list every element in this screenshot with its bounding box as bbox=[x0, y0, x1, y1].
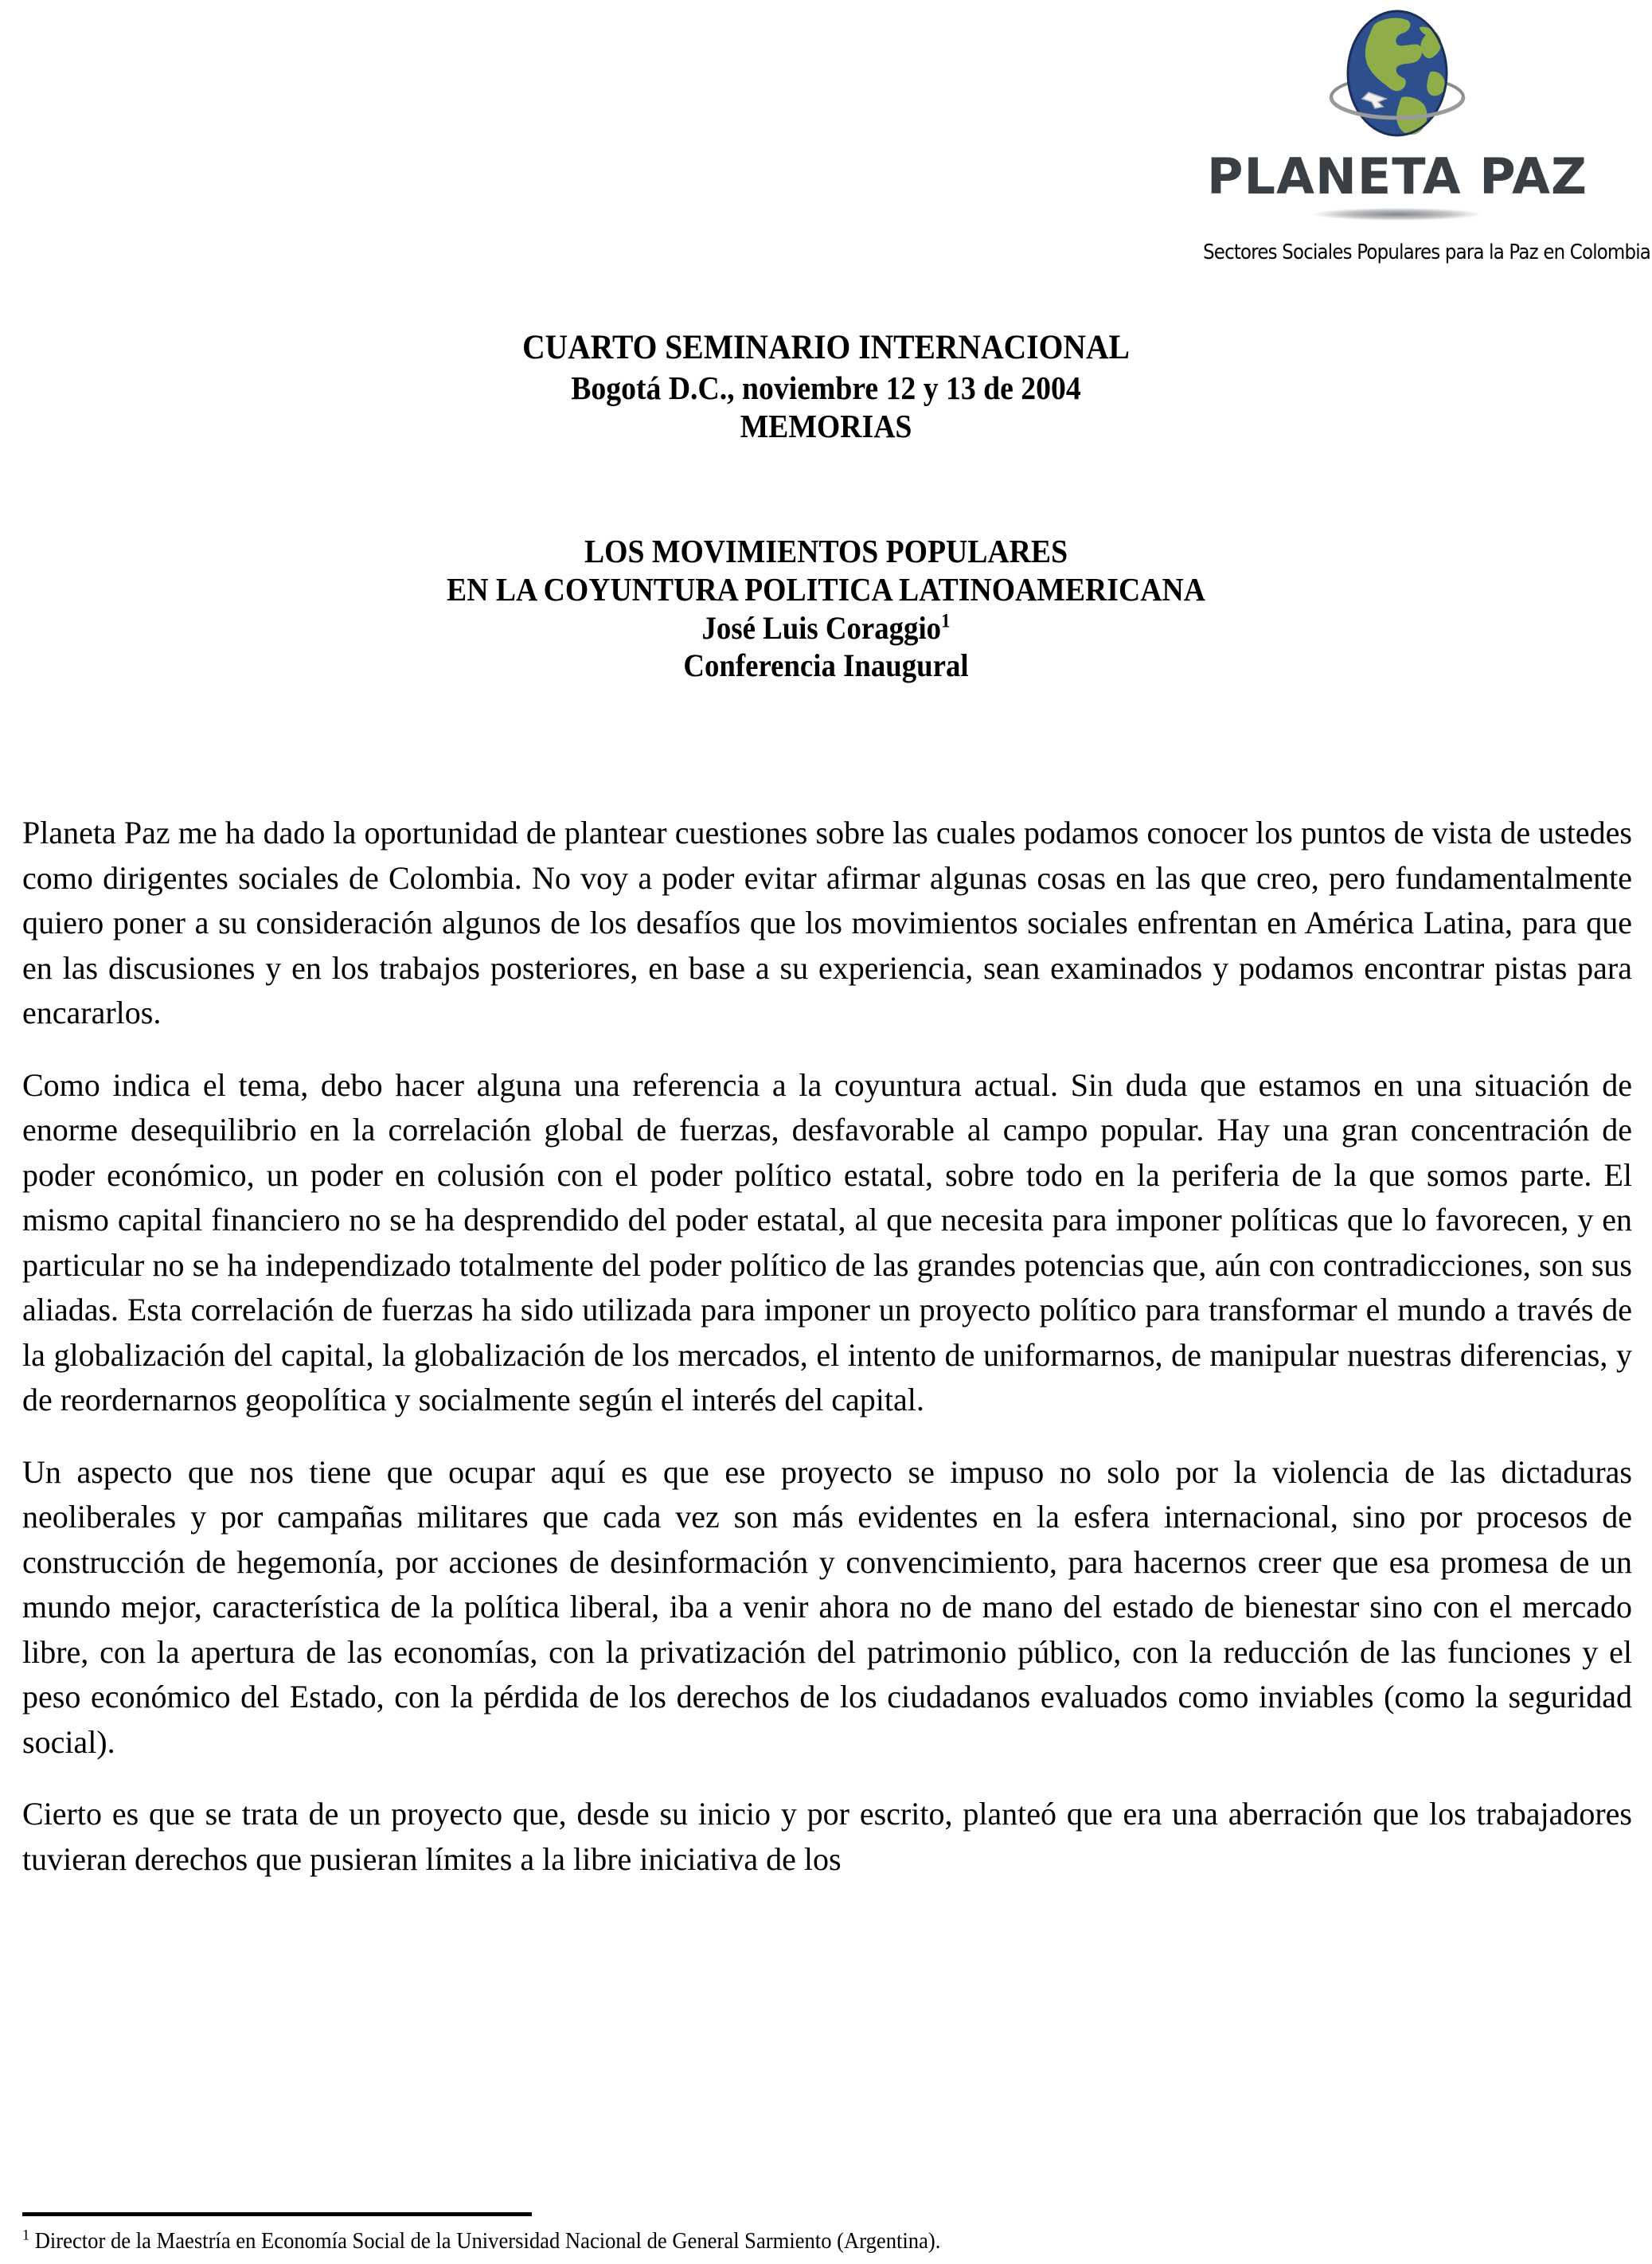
paper-title-block bbox=[0, 532, 1652, 684]
planeta-paz-logo bbox=[1142, 0, 1652, 221]
seminar-memorias-label: MEMORIAS bbox=[740, 408, 912, 445]
author-name: José Luis Coraggio bbox=[701, 609, 942, 646]
paper-title-line1: LOS MOVIMIENTOS POPULARES bbox=[584, 533, 1068, 569]
logo-shadow bbox=[1314, 208, 1481, 221]
globe-icon bbox=[1326, 3, 1469, 151]
paper-subtitle: Conferencia Inaugural bbox=[683, 647, 969, 683]
body-paragraph: Como indica el tema, debo hacer alguna una referencia a la coyuntura actual. Sin duda que estamos en una situación de enorme desequilibrio en la correlación global de fuerzas, desfavorable al campo popular. Hay una gran concentración de poder económico, un poder en colusión con el poder político estatal, sobre todo en la periferia de la que somos parte. El mismo capital financiero no se ha desprendido del poder estatal, al que necesita para imponer políticas que lo favorecen, y en particular no se ha independizado totalmente del poder político de las grandes potencias que, aún con contradicciones, son sus aliadas. Esta correlación de fuerzas ha sido utilizada para imponer un proyecto político para transformar el mundo a través de la globalización del capital, la globalización de los mercados, el intento de uniformarnos, de manipular nuestras diferencias, y de reordernarnos geopolítica y socialmente según el interés del capital. bbox=[22, 1066, 1632, 1417]
document-body bbox=[22, 811, 1632, 1882]
body-paragraph: Un aspecto que nos tiene que ocupar aquí es que ese proyecto se impuso no solo por la violencia de las dictaduras neoliberales y por campañas militares que cada vez son más evidentes en la esfera internacional, sino por procesos de construcción de hegemonía, por acciones de desinformación y convencimiento, para hacernos creer que esa promesa de un mundo mejor, característica de la política liberal, iba a venir ahora no de mano del estado de bienestar sino con el mercado libre, con la apertura de las economías, con la privatización del patrimonio público, con la reducción de las funciones y el peso económico del Estado, con la pérdida de los derechos de los ciudadanos evaluados como inviables (como la seguridad social). bbox=[22, 1453, 1632, 1760]
paper-title-line2: EN LA COYUNTURA POLITICA LATINOAMERICANA bbox=[447, 571, 1205, 608]
body-paragraph: Planeta Paz me ha dado la oportunidad de plantear cuestiones sobre las cuales podamos conocer los puntos de vista de ustedes como dirigentes sociales de Colombia. No voy a poder evitar afirmar algunas cosas en las que creo, pero fundamentalmente quiero poner a su consideración algunos de los desafíos que los movimientos sociales enfrentan en América Latina, para que en las discusiones y en los trabajos posteriores, en base a su experiencia, sean examinados y podamos encontrar pistas para encararlos. bbox=[22, 815, 1632, 1030]
seminar-date-location: Bogotá D.C., noviembre 12 y 13 de 2004 bbox=[571, 369, 1081, 406]
author-footnote-marker: 1 bbox=[941, 610, 951, 632]
logo-wordmark: PLANETA PAZ bbox=[1207, 147, 1588, 205]
footnote-body: Director de la Maestría en Economía Social de la Universidad Nacional de General Sarmiento (Argentina). bbox=[34, 2229, 941, 2254]
footnote-marker: 1 bbox=[22, 2227, 30, 2244]
footnote-separator-rule bbox=[22, 2212, 532, 2216]
document-header bbox=[0, 0, 1652, 287]
logo-tagline: Sectores Sociales Populares para la Paz en Colombia bbox=[1203, 240, 1650, 264]
paper-author bbox=[66, 609, 1586, 647]
seminar-title-block bbox=[0, 328, 1652, 445]
footnote-area bbox=[22, 2212, 1632, 2256]
body-paragraph: Cierto es que se trata de un proyecto que, desde su inicio y por escrito, planteó que era una aberración que los trabajadores tuvieran derechos que pusieran límites a la libre iniciativa de los bbox=[22, 1796, 1632, 1877]
footnote-entry bbox=[22, 2227, 1552, 2256]
seminar-title-line1: CUARTO SEMINARIO INTERNACIONAL bbox=[522, 329, 1130, 366]
